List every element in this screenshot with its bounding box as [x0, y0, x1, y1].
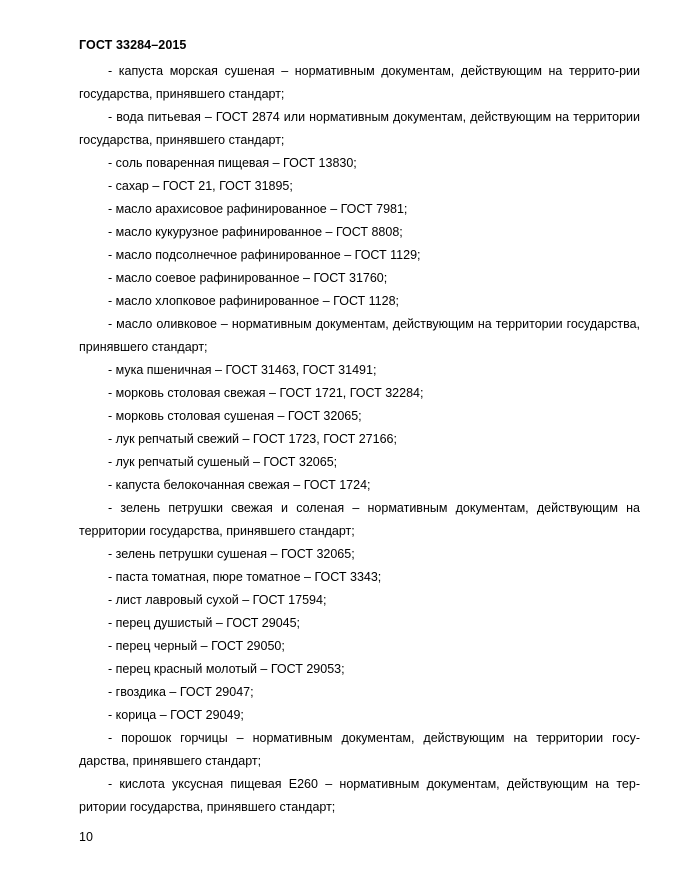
list-item: - морковь столовая сушеная – ГОСТ 32065; — [108, 409, 362, 423]
list-item: - морковь столовая свежая – ГОСТ 1721, ГОСТ 32284; — [108, 386, 424, 400]
list-item: - масло хлопковое рафинированное – ГОСТ 1128; — [108, 294, 400, 308]
list-item: - кислота уксусная пищевая Е260 – нормативным документам, действующим на тер-ритории государства, принявшего стандарт; — [79, 777, 640, 814]
list-item: - зелень петрушки сушеная – ГОСТ 32065; — [108, 547, 355, 561]
list-item: - гвоздика – ГОСТ 29047; — [108, 685, 254, 699]
list-item: - зелень петрушки свежая и соленая – нормативным документам, действующим на территории государства, принявшего стандарт; — [79, 501, 640, 538]
list-item: - мука пшеничная – ГОСТ 31463, ГОСТ 31491; — [108, 363, 377, 377]
list-item: - перец красный молотый – ГОСТ 29053; — [108, 662, 345, 676]
list-item: - капуста морская сушеная – нормативным документам, действующим на террито-рии государства, принявшего стандарт; — [79, 64, 640, 101]
list-item: - вода питьевая – ГОСТ 2874 или нормативным документам, действующим на территории государства, принявшего стандарт; — [79, 110, 640, 147]
list-item: - лист лавровый сухой – ГОСТ 17594; — [108, 593, 327, 607]
list-item: - капуста белокочанная свежая – ГОСТ 1724; — [108, 478, 371, 492]
list-item: - соль поваренная пищевая – ГОСТ 13830; — [108, 156, 357, 170]
list-item: - масло кукурузное рафинированное – ГОСТ 8808; — [108, 225, 403, 239]
page-number: 10 — [79, 830, 93, 844]
list-item: - лук репчатый свежий – ГОСТ 1723, ГОСТ 27166; — [108, 432, 397, 446]
list-item: - масло оливковое – нормативным документам, действующим на территории государства, принявшего стандарт; — [79, 317, 640, 354]
list-item: - лук репчатый сушеный – ГОСТ 32065; — [108, 455, 338, 469]
list-item: - корица – ГОСТ 29049; — [108, 708, 244, 722]
list-item: - масло подсолнечное рафинированное – ГОСТ 1129; — [108, 248, 421, 262]
list-item: - масло соевое рафинированное – ГОСТ 31760; — [108, 271, 388, 285]
list-item: - масло арахисовое рафинированное – ГОСТ 7981; — [108, 202, 408, 216]
document-header: ГОСТ 33284–2015 — [79, 38, 187, 52]
list-item: - перец черный – ГОСТ 29050; — [108, 639, 285, 653]
list-item: - перец душистый – ГОСТ 29045; — [108, 616, 301, 630]
document-body — [79, 60, 640, 819]
list-item: - порошок горчицы – нормативным документам, действующим на территории госу-дарства, принявшего стандарт; — [79, 731, 640, 768]
list-item: - сахар – ГОСТ 21, ГОСТ 31895; — [108, 179, 293, 193]
list-item: - паста томатная, пюре томатное – ГОСТ 3343; — [108, 570, 382, 584]
